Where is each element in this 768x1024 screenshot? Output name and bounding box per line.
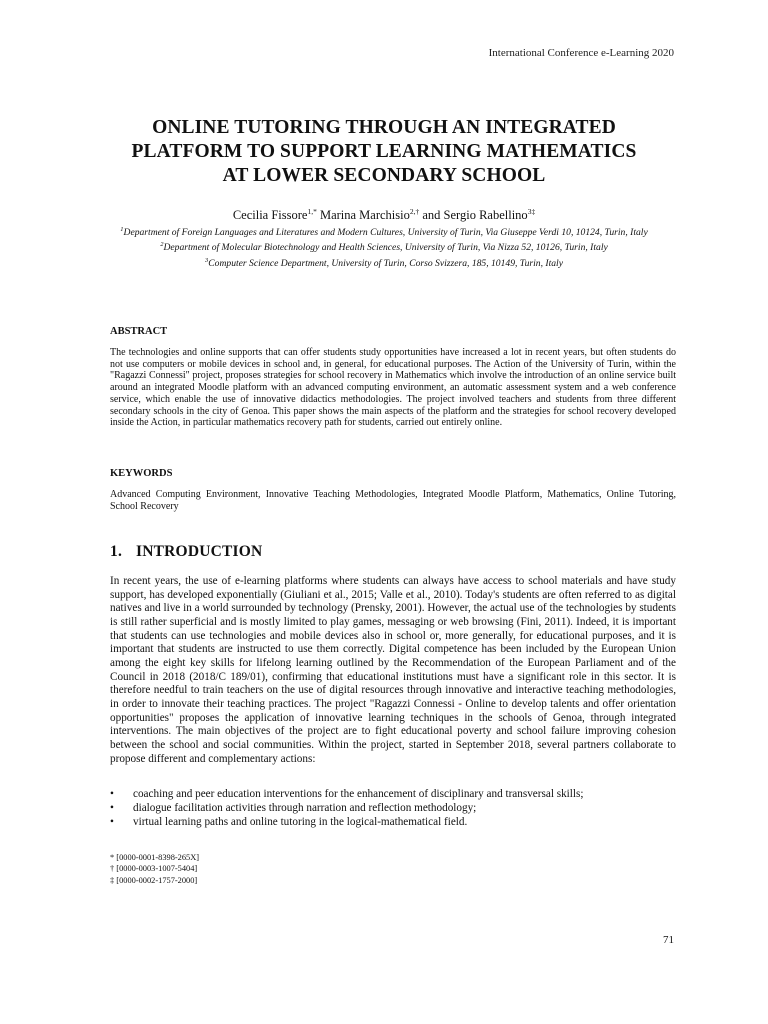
author-marker: 2,† <box>409 207 420 216</box>
list-item <box>110 787 676 801</box>
footnote: ‡ [0000-0002-1757-2000] <box>110 875 198 885</box>
affiliation <box>110 255 658 270</box>
section-number: 1. <box>110 543 123 560</box>
author-name: Sergio Rabellino <box>443 208 528 223</box>
list-item <box>110 815 676 829</box>
affiliation-text: Department of Molecular Biotechnology and Health Sciences, University of Turin, Via Nizza 52, 10126, Turin, Italy <box>163 242 608 254</box>
list-item-text: dialogue facilitation activities through narration and reflection methodology; <box>133 802 477 814</box>
title-line: ONLINE TUTORING THROUGH AN INTEGRATED <box>152 117 616 138</box>
footnote: † [0000-0003-1007-5404] <box>110 864 198 874</box>
title-line: PLATFORM TO SUPPORT LEARNING MATHEMATICS <box>131 141 637 162</box>
affiliation-marker: 2 <box>160 241 164 249</box>
list-item <box>110 801 676 815</box>
abstract-heading: ABSTRACT <box>110 326 168 337</box>
page-number: 71 <box>663 934 674 946</box>
author-list <box>80 207 688 223</box>
author-name: Marina Marchisio <box>319 208 410 223</box>
author-marker: 1,* <box>307 207 317 216</box>
author-marker: 3‡ <box>527 207 536 216</box>
title-line: AT LOWER SECONDARY SCHOOL <box>222 165 546 186</box>
footnotes <box>110 852 199 886</box>
action-list <box>110 787 676 829</box>
keywords-heading: KEYWORDS <box>110 468 173 479</box>
bullet-icon: • <box>110 816 114 828</box>
bullet-icon: • <box>110 788 114 800</box>
affiliations <box>110 224 658 270</box>
section-title: INTRODUCTION <box>136 543 263 560</box>
list-item-text: coaching and peer education interventions for the enhancement of disciplinary and transversal skills; <box>133 788 584 800</box>
affiliation-text: Computer Science Department, University of Turin, Corso Svizzera, 185, 10149, Turin, Italy <box>208 257 563 269</box>
introduction-paragraph: In recent years, the use of e-learning platforms where students can always have access to school materials and have study support, has developed exponentially (Giuliani et al., 2015; Valle et al., 2010). Today's students are often referred to as digital natives and live in a world surrounded by technology (Prensky, 2001). However, the actual use of the technologies by students is still rather superficial and is mostly limited to play games, messaging or web browsing (Fini, 2011). Indeed, it is important that students can use technologies and mobile devices also in school or, more generally, for educational purposes, and it is important that students are instructed to use them correctly. Digital competence has been included by the European Union among the eight key skills for lifelong learning outlined by the Recommendation of the European Parliament and of the Council in 2018 (2018/C 189/01), confirming that educational institutions must have a significant role in this sector. It is therefore needful to train teachers on the use of digital resources through innovative and interactive teaching methodologies, in order to innovate their teaching practices. The project "Ragazzi Connessi - Online to develop talents and offer orientation opportunities" proposes the application of innovative learning techniques in the schools of Genoa, through integrated interventions. The main objectives of the project are to fight educational poverty and school failure improving cohesion between the school and social communities. Within the project, started in September 2018, several partners collaborate to propose different and complementary actions: <box>110 575 676 765</box>
abstract-text: The technologies and online supports that can offer students study opportunities have increased a lot in recent years, but often students do not use computers or mobile devices in school and, in general, for educational purposes. The Action of the University of Turin, within the "Ragazzi Connessi" project, proposes strategies for school recovery in Mathematics which involve the introduction of an online service built around an integrated Moodle platform with an advanced computing environment, an automatic assessment system and a web conference service, which enable the use of innovative didactics methodologies. The project involved teachers and students from three different secondary schools in the city of Genoa. This paper shows the main aspects of the platform and the strategies for school recovery developed inside the Action, in particular mathematics recovery path for students, carried out entirely online. <box>110 347 676 429</box>
affiliation <box>110 224 658 239</box>
bullet-icon: • <box>110 802 114 814</box>
introduction-heading <box>110 543 262 561</box>
list-item-text: virtual learning paths and online tutoring in the logical-mathematical field. <box>133 816 468 828</box>
affiliation-marker: 3 <box>205 256 209 264</box>
affiliation-marker: 1 <box>120 226 124 233</box>
paper-title <box>80 116 688 188</box>
affiliation-text: Department of Foreign Languages and Literatures and Modern Cultures, University of Turin, Via Giuseppe Verdi 10, 10124, Turin, Italy <box>123 227 648 239</box>
author-name: Cecilia Fissore <box>232 208 308 223</box>
keywords-text: Advanced Computing Environment, Innovative Teaching Methodologies, Integrated Moodle Platform, Mathematics, Online Tutoring, School Recovery <box>110 489 676 512</box>
author-connector: and <box>422 208 441 223</box>
footnote: * [0000-0001-8398-265X] <box>110 853 200 862</box>
affiliation <box>110 239 658 254</box>
running-head: International Conference e-Learning 2020 <box>488 47 674 59</box>
